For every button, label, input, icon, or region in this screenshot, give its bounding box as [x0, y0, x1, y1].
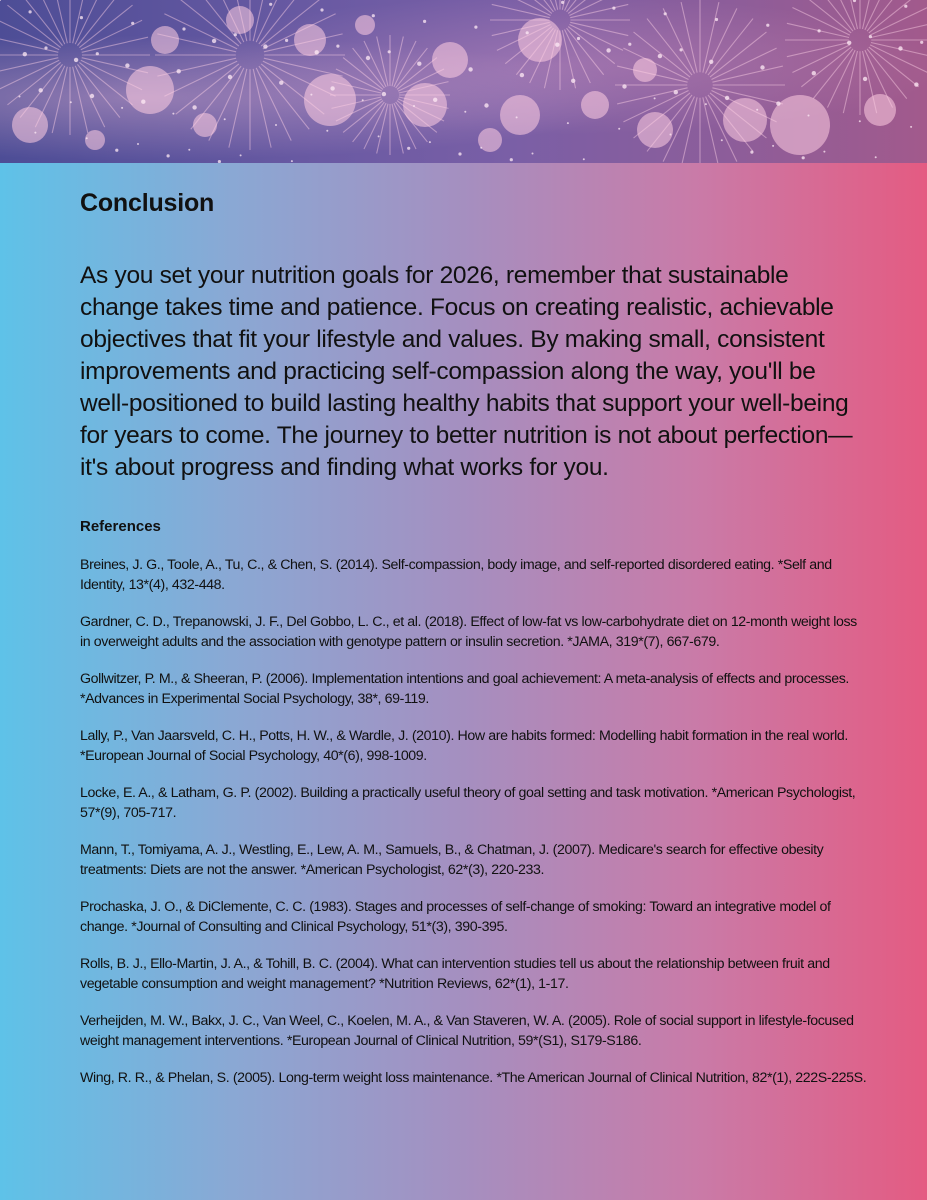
reference-item: Lally, P., Van Jaarsveld, C. H., Potts, H. W., & Wardle, J. (2010). How are habits formed: Modelling habit formation in the real world. *European Journal of Social Psychology, 40*(6), 998-1009. — [80, 728, 848, 764]
references-title: References — [80, 518, 161, 535]
reference-item: Wing, R. R., & Phelan, S. (2005). Long-term weight loss maintenance. *The American Journal of Clinical Nutrition, 82*(1), 222S-225S. — [80, 1070, 867, 1086]
main-content — [80, 188, 870, 1107]
reference-item: Rolls, B. J., Ello-Martin, J. A., & Tohill, B. C. (2004). What can intervention studies tell us about the relationship between fruit and vegetable consumption and weight management? *Nutrition Reviews, 62*(1), 1-17. — [80, 956, 830, 992]
fireworks-photo — [0, 0, 927, 163]
reference-item: Gardner, C. D., Trepanowski, J. F., Del Gobbo, L. C., et al. (2018). Effect of low-fat vs low-carbohydrate diet on 12-month weight loss in overweight adults and the association with genotype pattern or insulin secretion. *JAMA, 319*(7), 667-679. — [80, 614, 857, 650]
reference-item: Mann, T., Tomiyama, A. J., Westling, E., Lew, A. M., Samuels, B., & Chatman, J. (2007). Medicare's search for effective obesity treatments: Diets are not the answer. *American Psychologist, 62*(3), 220-233. — [80, 842, 824, 878]
reference-item: Verheijden, M. W., Bakx, J. C., Van Weel, C., Koelen, M. A., & Van Staveren, W. A. (2005). Role of social support in lifestyle-focused weight management interventions. *European Journal of Clinical Nutrition, 59*(S1), S179-S186. — [80, 1013, 854, 1049]
references-list — [80, 556, 870, 1089]
conclusion-paragraph: As you set your nutrition goals for 2026, remember that sustainable change takes time and patience. Focus on creating realistic, achievable objectives that fit your lifestyle and values. By making small, consistent improvements and practicing self-compassion along the way, you'll be well-positioned to build lasting healthy habits that support your well-being for years to come. The journey to better nutrition is not about perfection—it's about progress and finding what works for you. — [80, 262, 853, 481]
reference-item: Locke, E. A., & Latham, G. P. (2002). Building a practically useful theory of goal setting and task motivation. *American Psychologist, 57*(9), 705-717. — [80, 785, 856, 821]
reference-item: Breines, J. G., Toole, A., Tu, C., & Chen, S. (2014). Self-compassion, body image, and self-reported disordered eating. *Self and Identity, 13*(4), 432-448. — [80, 557, 832, 593]
fireworks-banner — [0, 0, 927, 163]
reference-item: Gollwitzer, P. M., & Sheeran, P. (2006). Implementation intentions and goal achievement: A meta-analysis of effects and processes. *Advances in Experimental Social Psychology, 38*, 69-119. — [80, 671, 849, 707]
page-title: Conclusion — [80, 189, 215, 217]
reference-item: Prochaska, J. O., & DiClemente, C. C. (1983). Stages and processes of self-change of smoking: Toward an integrative model of change. *Journal of Consulting and Clinical Psychology, 51*(3), 390-395. — [80, 899, 831, 935]
